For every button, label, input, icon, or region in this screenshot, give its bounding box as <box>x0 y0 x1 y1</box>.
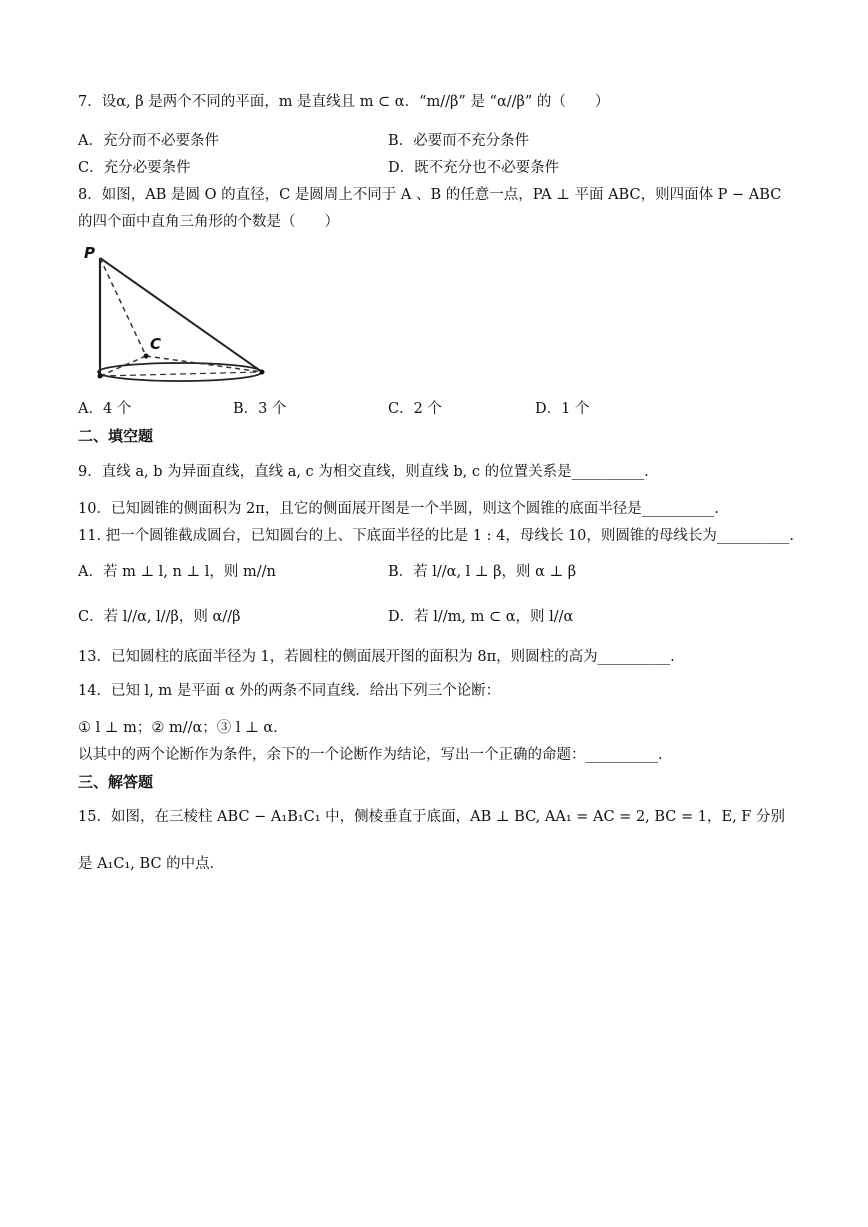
tetrahedron-figure <box>80 244 270 386</box>
q7-option-a: A．充分而不必要条件 <box>78 133 219 149</box>
label-p: P <box>84 244 95 262</box>
q7-option-d: D．既不充分也不必要条件 <box>388 160 560 176</box>
q14-line1: 14．已知 l, m 是平面 α 外的两条不同直线．给出下列三个论断： <box>78 683 501 699</box>
q8-stem-line1: 8．如图，AB 是圆 O 的直径，C 是圆周上不同于 A 、B 的任意一点，PA ⊥ 平面 ABC，则四面体 P − ABC <box>78 187 782 203</box>
point-c <box>144 354 149 359</box>
section-fill-in-heading: 二、填空题 <box>78 427 154 445</box>
edge-ab <box>100 372 262 376</box>
label-c: C <box>150 335 162 353</box>
q8-option-c: C．2 个 <box>388 401 442 417</box>
q11-option-d: D．若 l//m, m ⊂ α，则 l//α <box>388 609 574 625</box>
q8-option-a: A．4 个 <box>78 401 132 417</box>
q13-text: 13．已知圆柱的底面半径为 1，若圆柱的侧面展开图的面积为 8π，则圆柱的高为__________. <box>78 649 675 665</box>
edge-pc <box>100 258 146 356</box>
point-a <box>98 374 103 379</box>
q14-line2: ① l ⊥ m；② m//α；③ l ⊥ α． <box>78 720 288 736</box>
q7-option-b: B．必要而不充分条件 <box>388 133 530 149</box>
q11-option-c: C．若 l//α, l//β，则 α//β <box>78 609 241 625</box>
q11-option-b: B．若 l//α, l ⊥ β，则 α ⊥ β <box>388 564 577 580</box>
q7-option-c: C．充分必要条件 <box>78 160 191 176</box>
q10-text: 10．已知圆锥的侧面积为 2π，且它的侧面展开图是一个半圆，则这个圆锥的底面半径是__________. <box>78 501 719 517</box>
q15-line2: 是 A₁C₁, BC 的中点． <box>78 856 225 872</box>
q8-stem-line2: 的四个面中直角三角形的个数是（ ） <box>78 214 339 230</box>
base-circle <box>98 363 262 381</box>
q14-line3: 以其中的两个论断作为条件，余下的一个论断作为结论，写出一个正确的命题：__________. <box>78 747 663 763</box>
edge-pb <box>100 258 262 372</box>
q11-option-a: A．若 m ⊥ l, n ⊥ l，则 m//n <box>78 564 276 580</box>
q7-stem: 7．设α, β 是两个不同的平面，m 是直线且 m ⊂ α．“m//β” 是 “α//β” 的（ ） <box>78 94 610 110</box>
point-b <box>260 370 265 375</box>
q11-text: 11. 把一个圆锥截成圆台，已知圆台的上、下底面半径的比是 1 : 4，母线长 10，则圆锥的母线长为__________. <box>78 528 794 544</box>
q8-option-b: B．3 个 <box>233 401 287 417</box>
q9-text: 9．直线 a, b 为异面直线，直线 a, c 为相交直线，则直线 b, c 的位置关系是__________. <box>78 464 649 480</box>
q8-option-d: D．1 个 <box>535 401 590 417</box>
q15-line1: 15．如图，在三棱柱 ABC − A₁B₁C₁ 中，侧棱垂直于底面，AB ⊥ BC, AA₁ = AC = 2, BC = 1，E, F 分别 <box>78 809 785 825</box>
section-solution-heading: 三、解答题 <box>78 773 154 791</box>
